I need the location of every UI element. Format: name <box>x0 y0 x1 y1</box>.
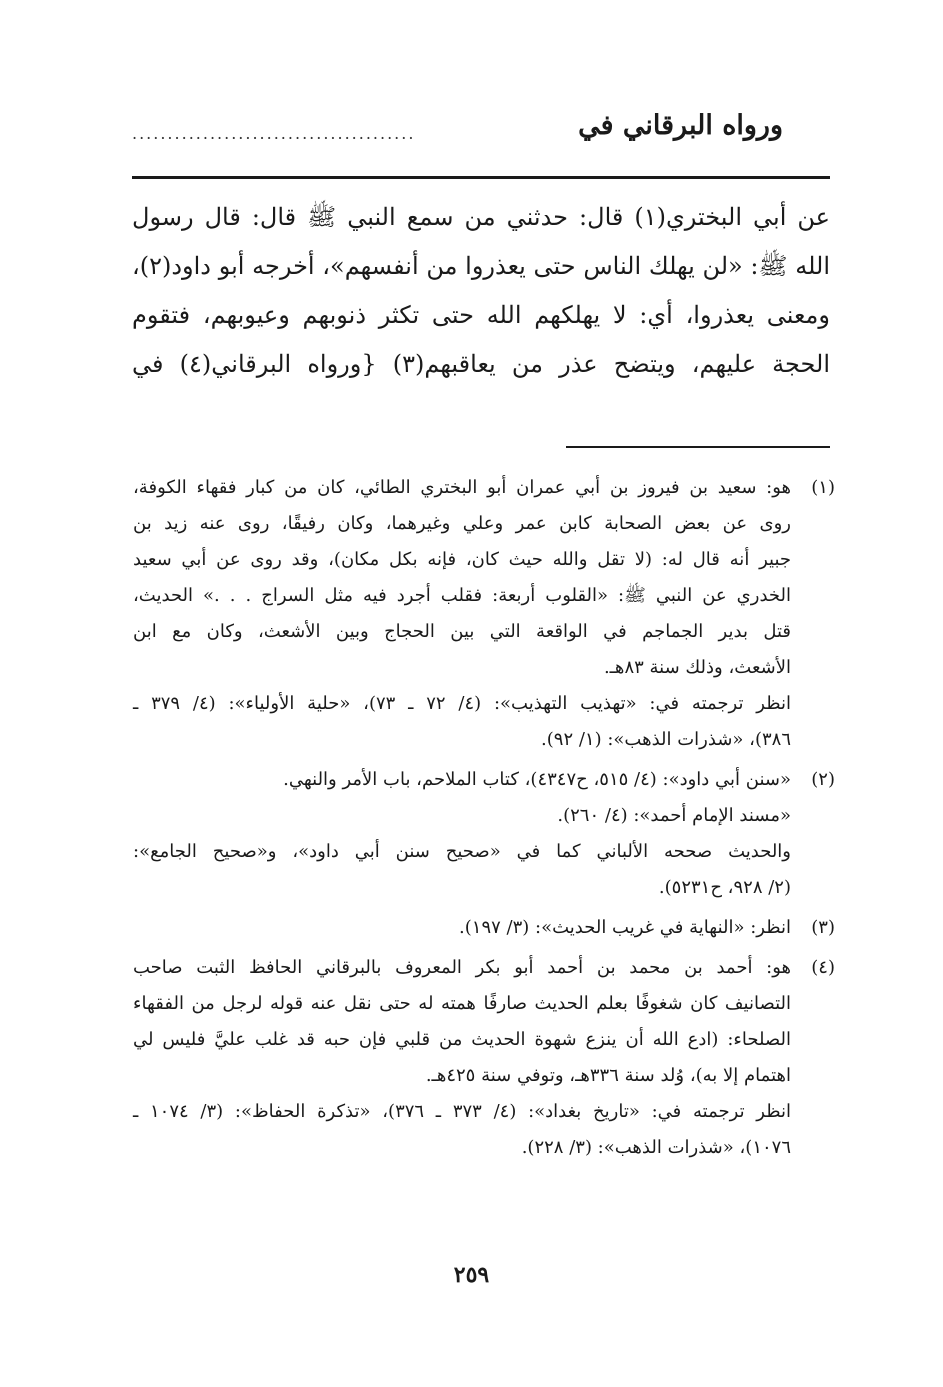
footnote-line: ١٠٧٦)، «شذرات الذهب»: (٣/ ٢٢٨). <box>521 1137 791 1158</box>
footnote-line: الأشعث، وذلك سنة ٨٣هـ. <box>603 657 791 678</box>
footnote-line: والحديث صححه الألباني كما في «صحيح سنن أبي داود»، و«صحيح الجامع»: <box>133 841 791 862</box>
footnote <box>133 910 835 946</box>
footnote-line: جبير أنه قال له: (لا تقل والله حيث كان، فإنه بكل مكان)، وقد روى عن أبي سعيد <box>133 549 791 570</box>
running-header <box>132 110 783 154</box>
footnote-line: انظر: «النهاية في غريب الحديث»: (٣/ ١٩٧). <box>459 917 791 938</box>
footnote-number: (١) <box>811 477 835 498</box>
footnote-line: الصلحاء: (ادع الله أن ينزع شهوة الحديث من قلبي فإن حبه قد غلب عليَّ فليس لي <box>133 1029 791 1050</box>
footnote-line: انظر ترجمته في: «تهذيب التهذيب»: (٤/ ٧٢ ـ ٧٣)، «حلية الأولياء»: (٤/ ٣٧٩ ـ <box>133 693 791 714</box>
footnote-line: روى عن بعض الصحابة كابن عمر وعلي وغيرهما، وكان رفيقًا، روى عنه زيد بن <box>133 513 791 534</box>
footnote-text <box>133 470 791 758</box>
footnote-line: اهتمام إلا به)، وُلد سنة ٣٣٦هـ، وتوفي سنة ٤٢٥هـ. <box>425 1065 791 1086</box>
footnote-text <box>133 910 791 946</box>
main-text-line: عن أبي البختري(١) قال: حدثني من سمع النبي ﷺ قال: قال رسول <box>132 203 830 231</box>
main-text-line: الله ﷺ: «لن يهلك الناس حتى يعذروا من أنفسهم»، أخرجه أبو داود(٢)، <box>132 252 831 280</box>
main-text <box>132 205 830 401</box>
footnote-line: التصانيف كان شغوفًا بعلم الحديث صارفًا همته له حتى نقل عنه قوله لرجل من الفقهاء <box>133 993 791 1014</box>
footnote <box>133 762 835 906</box>
footnote-line: «مسند الإمام أحمد»: (٤/ ٢٦٠). <box>557 805 791 826</box>
footnote-text <box>133 950 791 1166</box>
footnote-line: (٢/ ٩٢٨، ح٥٢٣١). <box>658 877 791 898</box>
footnote-line: ٣٨٦)، «شذرات الذهب»: (١/ ٩٢). <box>541 729 791 750</box>
footnote-number: (٤) <box>811 957 835 978</box>
footnote-number: (٢) <box>811 769 835 790</box>
header-dots: ........................................ <box>132 124 416 143</box>
header-title: ورواه البرقاني في <box>578 110 783 141</box>
footnote-line: «سنن أبي داود»: (٤/ ٥١٥، ح٤٣٤٧)، كتاب الملاحم، باب الأمر والنهي. <box>283 769 791 790</box>
main-text-line: ومعنى يعذروا، أي: لا يهلكهم الله حتى تكثر ذنوبهم وعيوبهم، فتقوم <box>132 301 830 329</box>
footnote-number: (٣) <box>811 917 835 938</box>
header-rule <box>132 176 830 179</box>
footnote-line: الخدري عن النبي ﷺ: «القلوب أربعة: فقلب أجرد فيه مثل السراج . . .» الحديث، <box>133 585 791 606</box>
footnote <box>133 470 835 758</box>
footnote <box>133 950 835 1166</box>
footnote-separator <box>566 446 830 448</box>
footnote-line: هو: أحمد بن محمد بن أحمد أبو بكر المعروف بالبرقاني الحافظ الثبت صاحب <box>133 957 791 978</box>
footnotes <box>133 470 835 1166</box>
main-text-line: الحجة عليهم، ويتضح عذر من يعاقبهم(٣) {ورواه البرقاني(٤) في <box>132 350 831 378</box>
footnote-line: انظر ترجمته في: «تاريخ بغداد»: (٤/ ٣٧٣ ـ ٣٧٦)، «تذكرة الحفاظ»: (٣/ ١٠٧٤ ـ <box>133 1101 792 1122</box>
footnote-line: قتل بدير الجماجم في الواقعة التي بين الحجاج وبين الأشعث، وكان مع ابن <box>133 621 791 642</box>
footnote-text <box>133 762 791 906</box>
page-number: ٢٥٩ <box>453 1262 490 1288</box>
footnote-line: هو: سعيد بن فيروز بن أبي عمران أبو البختري الطائي، كان من كبار فقهاء الكوفة، <box>133 477 791 498</box>
